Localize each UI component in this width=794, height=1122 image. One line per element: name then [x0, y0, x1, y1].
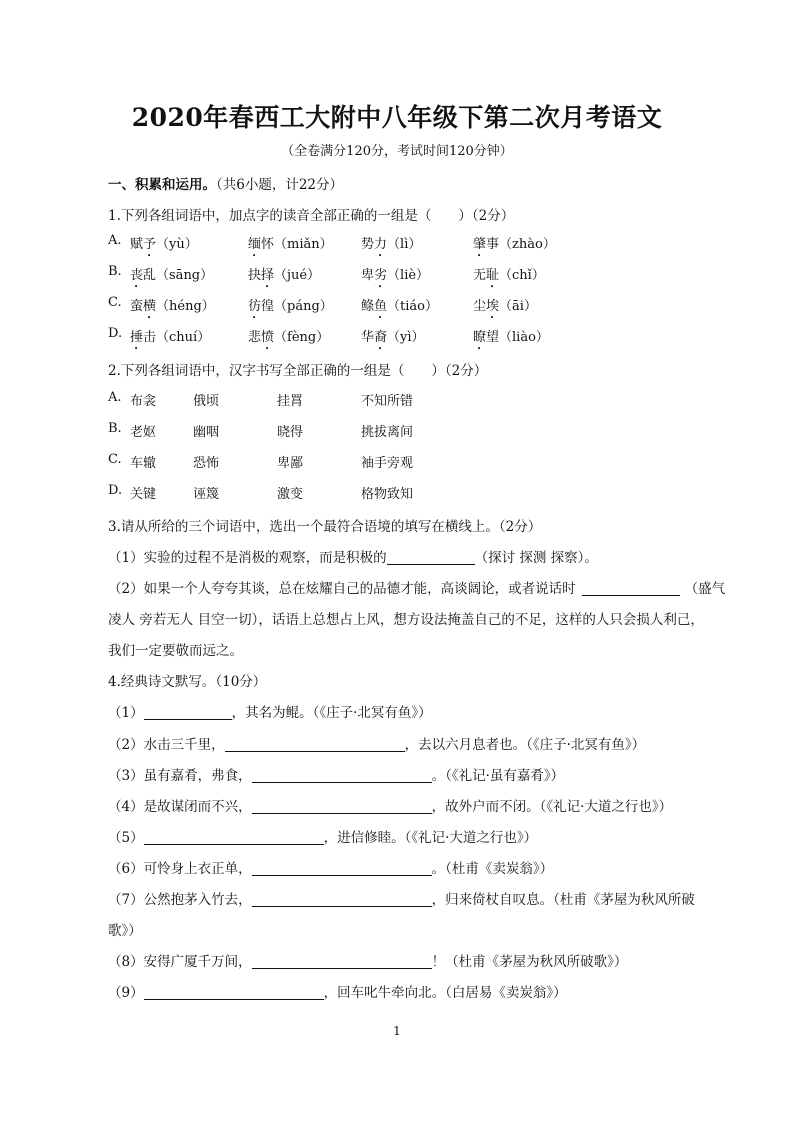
- poem-line-2: [108, 733, 645, 753]
- question-3-part-1: [108, 546, 598, 566]
- q3-p1-options: （探讨 探测 探察）。: [474, 550, 598, 566]
- line-suffix: ，其名为鲲。（《庄子·北冥有鱼》）: [231, 705, 432, 721]
- option-item: [473, 264, 545, 291]
- line-prefix: （1）: [108, 705, 144, 721]
- page-number: 1: [393, 1024, 401, 1038]
- answer-blank[interactable]: [252, 954, 432, 969]
- option-item: [248, 295, 333, 322]
- word-part: 鲦: [361, 299, 375, 314]
- poem-line-7-cont: 歌》）: [108, 923, 142, 939]
- option-letter: A.: [108, 390, 122, 405]
- answer-blank[interactable]: [252, 861, 432, 876]
- poem-line-9: [108, 981, 567, 1001]
- question-3-part-2-line-3: 我们一定要敬而远之。: [108, 643, 243, 659]
- answer-blank[interactable]: [144, 830, 324, 845]
- word-pinyin: （fèng）: [274, 330, 330, 345]
- poem-line-6: [108, 857, 553, 877]
- q3-p2-text: （2）如果一个人夸夸其谈，总在炫耀自己的品德才能，高谈阔论，或者说话时: [108, 581, 576, 597]
- option-word: 恐怖: [193, 456, 220, 471]
- dotted-character: 捶: [130, 330, 144, 345]
- line-prefix: （5）: [108, 830, 144, 846]
- line-suffix: ！（杜甫《茅屋为秋风所破歌》）: [431, 954, 628, 970]
- dotted-character: 予: [143, 237, 157, 252]
- answer-blank[interactable]: [252, 799, 432, 814]
- option-item: [361, 233, 421, 260]
- line-suffix: 。（《礼记·虽有嘉肴》）: [431, 768, 565, 784]
- answer-blank[interactable]: [225, 737, 405, 752]
- option-letter: A.: [108, 233, 122, 248]
- word-pinyin: （jué）: [274, 268, 321, 283]
- option-word: 卑鄙: [277, 456, 304, 471]
- dotted-character: 丧: [130, 268, 144, 283]
- option-item: [130, 264, 213, 291]
- word-pinyin: 事（zhào）: [486, 237, 556, 252]
- word-pinyin: （chǐ）: [499, 268, 545, 283]
- page-title: 2020年春西工大附中八年级下第二次月考语文: [131, 103, 663, 132]
- dotted-character: 力: [374, 237, 388, 252]
- q3-p1-text: （1）实验的过程不是消极的观察，而是积极的: [108, 550, 387, 566]
- option-item: [248, 326, 329, 353]
- option-item: [361, 264, 429, 291]
- word-pinyin: 徨（páng）: [261, 299, 333, 314]
- word-part: 华: [361, 330, 375, 345]
- line-suffix: ，回车叱牛牵向北。（白居易《卖炭翁》）: [323, 985, 567, 1001]
- option-letter: C.: [108, 452, 122, 467]
- option-word: 布衾: [130, 394, 157, 409]
- dotted-character: 耻: [486, 268, 500, 283]
- poem-line-3: [108, 764, 564, 784]
- word-part: 无: [473, 268, 487, 283]
- option-letter: B.: [108, 264, 122, 279]
- line-suffix: ，去以六月息者也。（《庄子·北冥有鱼》）: [404, 737, 646, 753]
- line-prefix: （3）虽有嘉肴，弗食，: [108, 768, 252, 784]
- answer-blank[interactable]: [144, 985, 324, 1000]
- option-word: 关键: [130, 487, 157, 502]
- option-letter: D.: [108, 483, 123, 498]
- poem-line-8: [108, 950, 627, 970]
- option-word: 挂罥: [277, 394, 304, 409]
- poem-line-1: [108, 701, 432, 721]
- poem-line-5: [108, 826, 537, 846]
- exam-subtitle: （全卷满分120分，考试时间120分钟）: [281, 144, 513, 159]
- option-word: 格物致知: [361, 487, 414, 502]
- question-1-stem: 1.下列各组词语中，加点字的读音全部正确的一组是（ ）（2分）: [108, 208, 515, 224]
- word-pinyin: （āi）: [499, 299, 537, 314]
- answer-blank[interactable]: [582, 581, 680, 596]
- word-pinyin: （lì）: [387, 237, 422, 252]
- option-item: [361, 326, 425, 353]
- option-word: 幽咽: [193, 425, 220, 440]
- line-suffix: ，归来倚杖自叹息。（杜甫《茅屋为秋风所破: [431, 892, 695, 908]
- question-3-stem: 3.请从所给的三个词语中，选出一个最符合语境的填写在横线上。（2分）: [108, 519, 542, 535]
- answer-blank[interactable]: [144, 705, 232, 720]
- answer-blank[interactable]: [387, 550, 475, 565]
- line-prefix: （6）可怜身上衣正单，: [108, 861, 252, 877]
- word-pinyin: （tiáo）: [387, 299, 438, 314]
- dotted-character: 肇: [473, 237, 487, 252]
- poem-line-7: [108, 888, 695, 908]
- word-part: 卑: [361, 268, 375, 283]
- dotted-character: 愤: [261, 330, 275, 345]
- question-4-stem: 4.经典诗文默写。（10分）: [108, 674, 267, 690]
- option-item: [473, 326, 549, 353]
- dotted-character: 埃: [486, 299, 500, 314]
- option-item: [473, 295, 537, 322]
- option-letter: D.: [108, 326, 123, 341]
- dotted-character: 缅: [248, 237, 262, 252]
- word-pinyin: （yì）: [387, 330, 425, 345]
- word-pinyin: （héng）: [156, 299, 215, 314]
- option-word: 挑拔离间: [361, 425, 414, 440]
- question-3-part-2-line-2: 凌人 旁若无人 目空一切），话语上总想占上风，想方设法掩盖自己的不足，这样的人只会损人利己，: [108, 612, 704, 628]
- section-heading: [108, 173, 343, 193]
- option-word: 晓得: [277, 425, 304, 440]
- option-word: 不知所错: [361, 394, 414, 409]
- word-part: 尘: [473, 299, 487, 314]
- option-word: 俄顷: [193, 394, 220, 409]
- option-item: [361, 295, 438, 322]
- line-prefix: （9）: [108, 985, 144, 1001]
- word-part: 抉: [248, 268, 262, 283]
- option-item: [248, 233, 333, 260]
- word-pinyin: （yù）: [156, 237, 198, 252]
- word-part: 蛮: [130, 299, 144, 314]
- question-2-stem: 2.下列各组词语中，汉字书写全部正确的一组是（ ）（2分）: [108, 363, 488, 379]
- poem-line-4: [108, 795, 672, 815]
- answer-blank[interactable]: [252, 768, 432, 783]
- dotted-character: 鱼: [374, 299, 388, 314]
- dotted-character: 彷: [248, 299, 262, 314]
- option-word: 老妪: [130, 425, 157, 440]
- line-suffix: ，故外户而不闭。（《礼记·大道之行也》）: [431, 799, 673, 815]
- option-item: [130, 233, 198, 260]
- line-suffix: ，进信修睦。（《礼记·大道之行也》）: [323, 830, 538, 846]
- word-pinyin: 怀（miǎn）: [261, 237, 333, 252]
- dotted-character: 劣: [374, 268, 388, 283]
- option-letter: B.: [108, 421, 122, 436]
- dotted-character: 横: [143, 299, 157, 314]
- option-word: 激变: [277, 487, 304, 502]
- word-pinyin: 乱（sāng）: [143, 268, 214, 283]
- word-pinyin: 望（liào）: [486, 330, 549, 345]
- section-title: 一、积累和运用。: [108, 177, 216, 193]
- dotted-character: 择: [261, 268, 275, 283]
- line-prefix: （7）公然抱茅入竹去，: [108, 892, 252, 908]
- option-item: [473, 233, 556, 260]
- option-letter: C.: [108, 295, 122, 310]
- line-suffix: 。（杜甫《卖炭翁》）: [431, 861, 554, 877]
- dotted-character: 瞭: [473, 330, 487, 345]
- q3-p2-options: （盛气: [684, 581, 726, 597]
- word-pinyin: 击（chuí）: [143, 330, 211, 345]
- dotted-character: 裔: [374, 330, 388, 345]
- option-word: 袖手旁观: [361, 456, 414, 471]
- option-word: 车辙: [130, 456, 157, 471]
- word-part: 赋: [130, 237, 144, 252]
- answer-blank[interactable]: [252, 892, 432, 907]
- option-item: [130, 295, 215, 322]
- section-note: （共6小题，计22分）: [216, 177, 344, 193]
- line-prefix: （2）水击三千里，: [108, 737, 225, 753]
- question-3-part-2-line-1: [108, 577, 725, 597]
- line-prefix: （8）安得广厦千万间，: [108, 954, 252, 970]
- word-pinyin: （liè）: [387, 268, 430, 283]
- option-item: [248, 264, 320, 291]
- option-item: [130, 326, 210, 353]
- option-word: 诬篾: [193, 487, 220, 502]
- word-part: 悲: [248, 330, 262, 345]
- word-part: 势: [361, 237, 375, 252]
- line-prefix: （4）是故谋闭而不兴，: [108, 799, 252, 815]
